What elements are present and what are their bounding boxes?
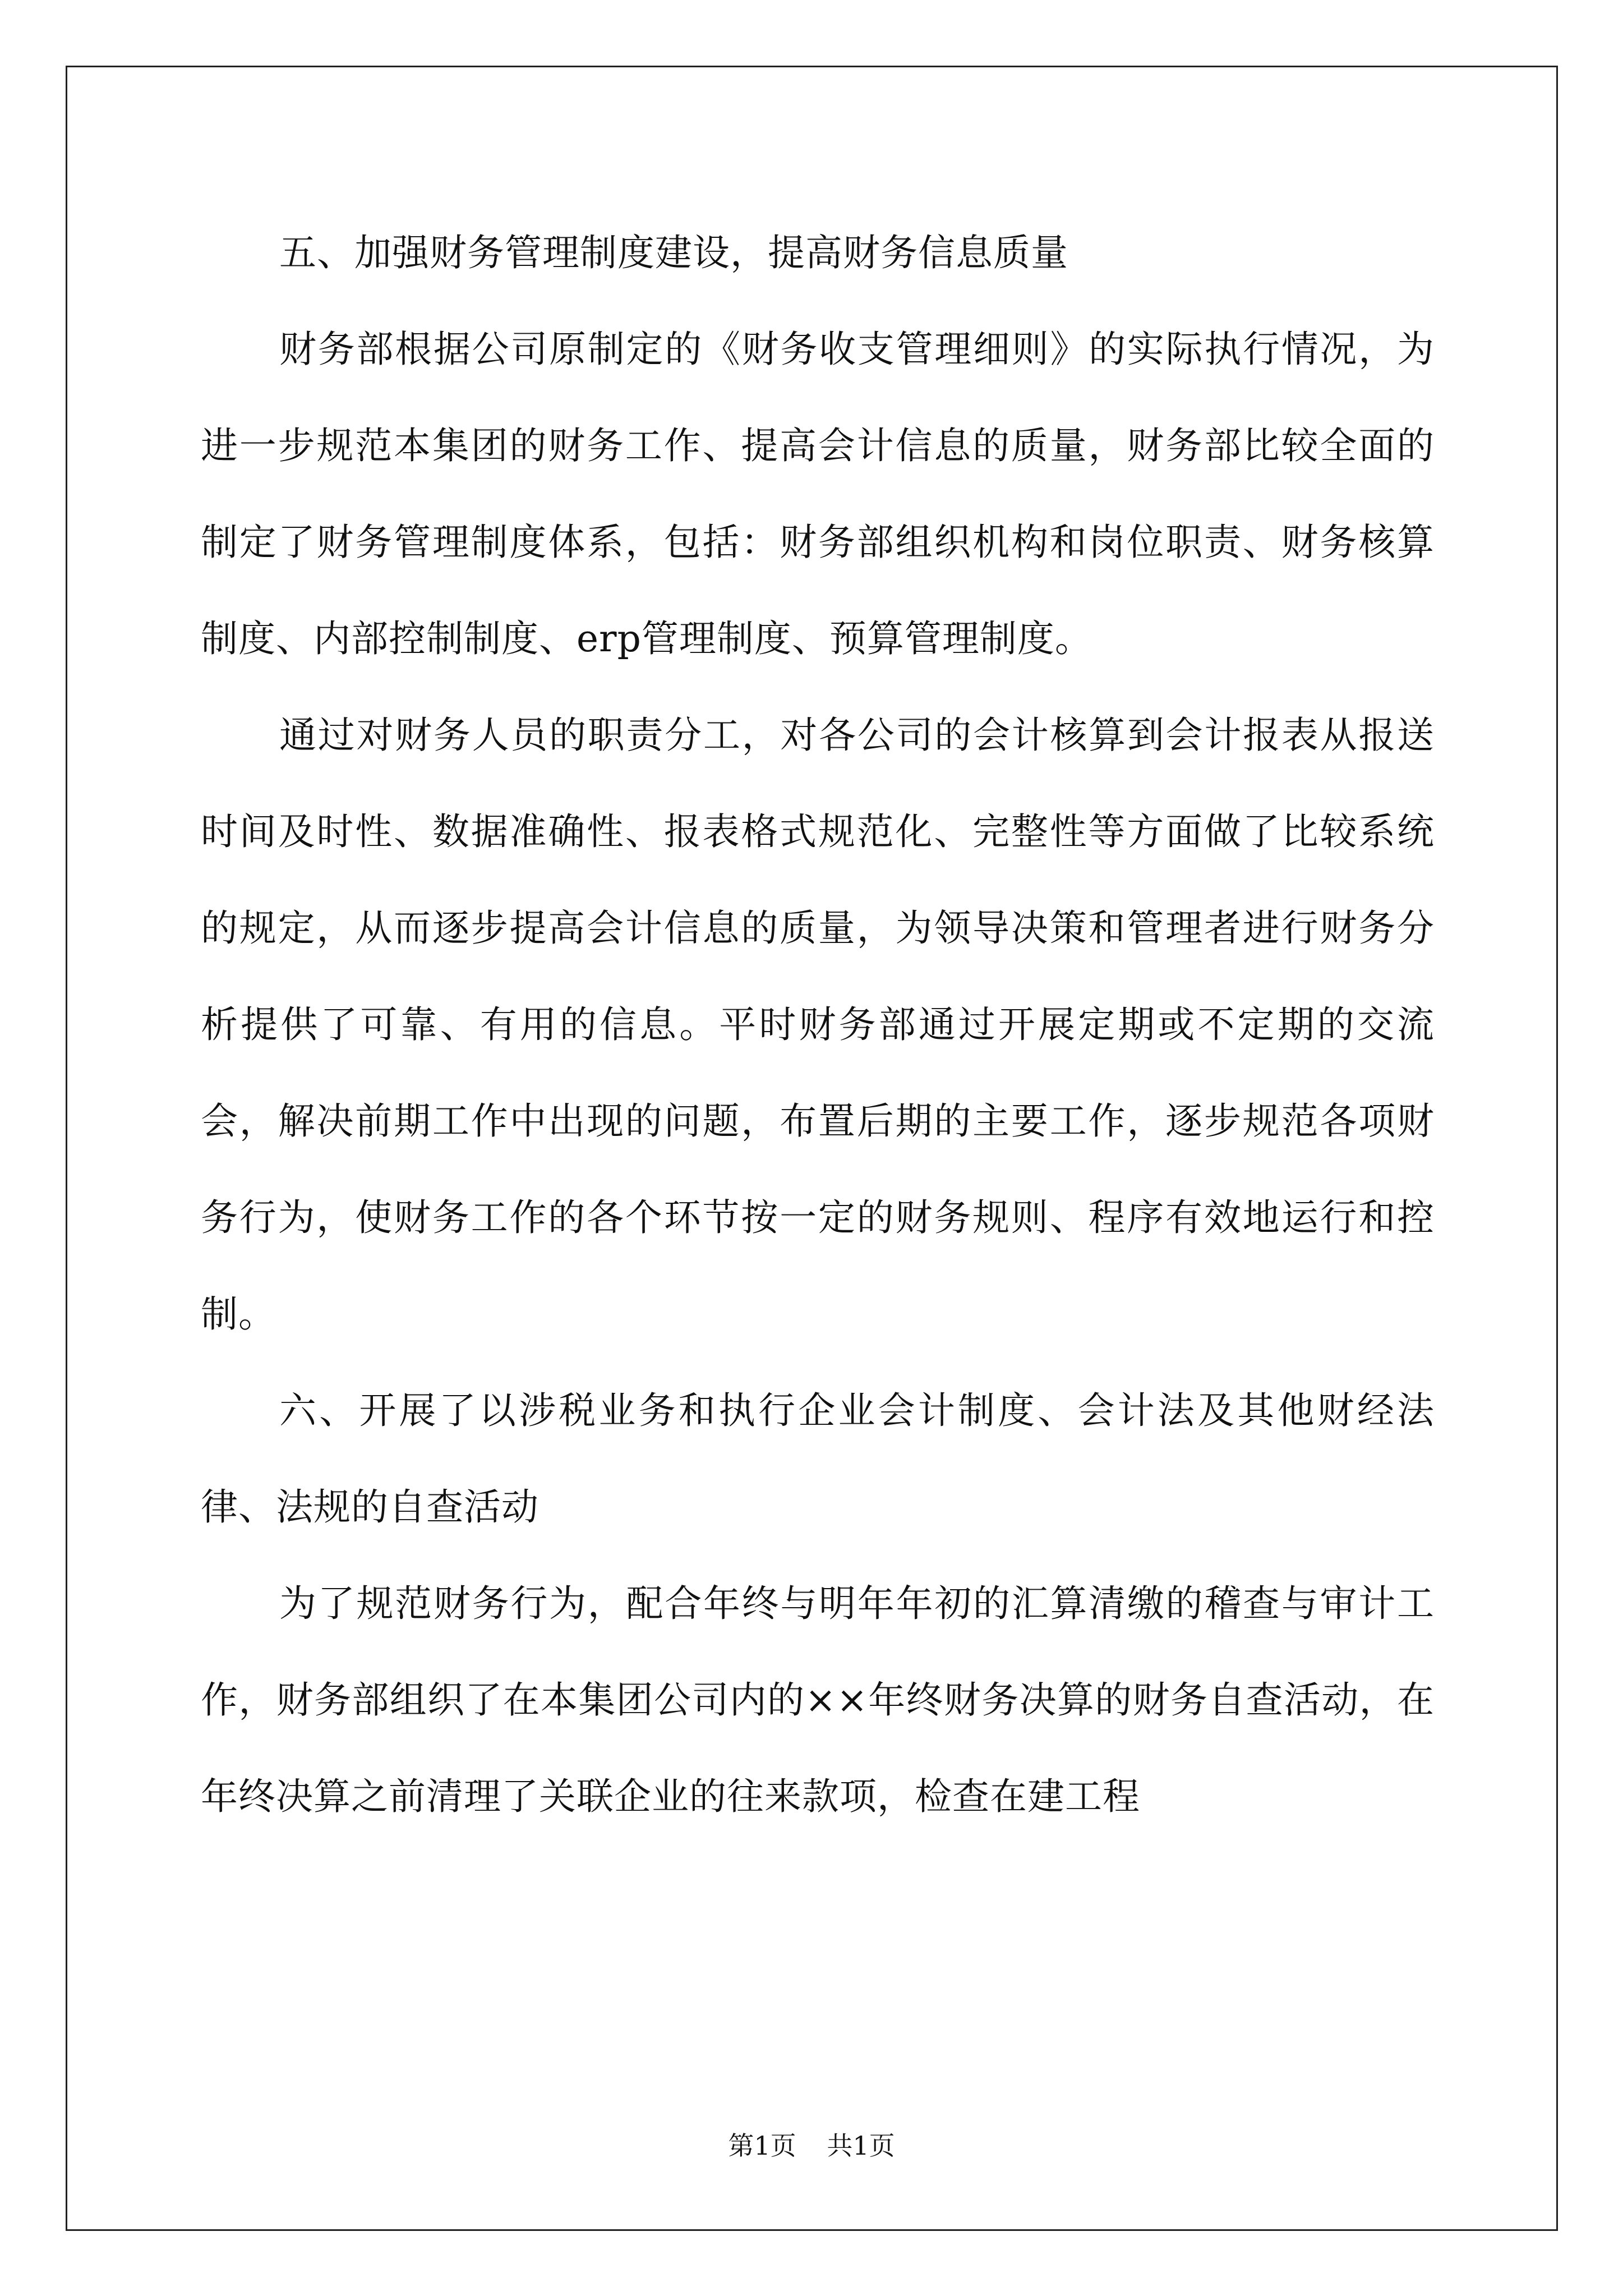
- paragraph: 为了规范财务行为，配合年终与明年年初的汇算清缴的稽查与审计工作，财务部组织了在本集团公司内的××年终财务决算的财务自查活动，在年终决算之前清理了关联企业的往来款项，检查在建工程: [201, 1582, 1435, 1818]
- paragraph: 通过对财务人员的职责分工，对各公司的会计核算到会计报表从报送时间及时性、数据准确性、报表格式规范化、完整性等方面做了比较系统的规定，从而逐步提高会计信息的质量，为领导决策和管理者进行财务分析提供了可靠、有用的信息。平时财务部通过开展定期或不定期的交流会，解决前期工作中出现的问题，布置后期的主要工作，逐步规范各项财务行为，使财务工作的各个环节按一定的财务规则、程序有效地运行和控制。: [201, 714, 1435, 1336]
- paragraph: 财务部根据公司原制定的《财务收支管理细则》的实际执行情况，为进一步规范本集团的财务工作、提高会计信息的质量，财务部比较全面的制定了财务管理制度体系，包括：财务部组织机构和岗位职责、财务核算制度、内部控制制度、erp管理制度、预算管理制度。: [201, 328, 1435, 660]
- section-heading-5: 五、加强财务管理制度建设，提高财务信息质量: [279, 231, 1068, 274]
- page-number: 第1页: [728, 2131, 796, 2161]
- page-total: 共1页: [827, 2131, 895, 2161]
- document-body: [201, 205, 1435, 1845]
- page-footer: [0, 2129, 1623, 2162]
- section-heading-6: 六、开展了以涉税业务和执行企业会计制度、会计法及其他财经法律、法规的自查活动: [201, 1389, 1435, 1529]
